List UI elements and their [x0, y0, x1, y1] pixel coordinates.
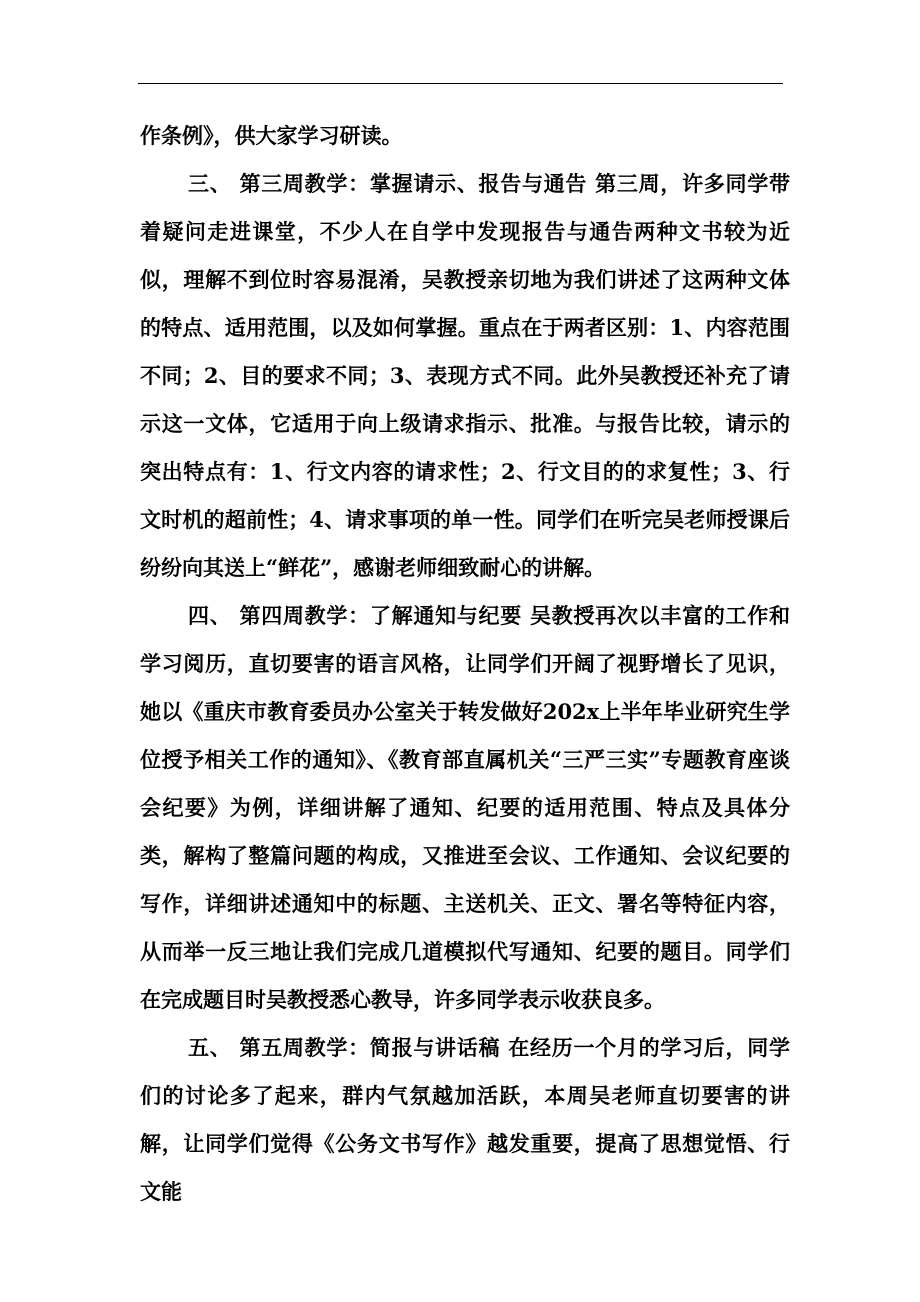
- paragraph-week-three: 三、 第三周教学：掌握请示、报告与通告 第三周，许多同学带着疑问走进课堂，不少人在自学中发现报告与通告两种文书较为近似，理解不到位时容易混淆，吴教授亲切地为我们讲述了这两种文体的特点、适用范围，以及如何掌握。重点在于两者区别：1、内容范围不同；2、目的要求不同；3、表现方式不同。此外吴教授还补充了请示这一文体，它适用于向上级请求指示、批准。与报告比较，请示的突出特点有：1、行文内容的请求性；2、行文目的的求复性；3、行文时机的超前性；4、请求事项的单一性。同学们在听完吴老师授课后纷纷向其送上“鲜花”，感谢老师细致耐心的讲解。: [140, 171, 790, 580]
- paragraph-continuation: 作条例》，供大家学习研读。: [140, 123, 403, 148]
- header-rule: [138, 83, 783, 84]
- paragraph-week-five: 五、 第五周教学：简报与讲话稿 在经历一个月的学习后，同学们的讨论多了起来，群内气氛越加活跃，本周吴老师直切要害的讲解，让同学们觉得《公务文书写作》越发重要，提高了思想觉悟、行文能: [140, 1035, 790, 1204]
- document-body: [140, 112, 790, 1216]
- paragraph-week-four: 四、 第四周教学：了解通知与纪要 吴教授再次以丰富的工作和学习阅历，直切要害的语言风格，让同学们开阔了视野增长了见识，她以《重庆市教育委员办公室关于转发做好202x上半年毕业研究生学位授予相关工作的通知》、《教育部直属机关“三严三实”专题教育座谈会纪要》为例，详细讲解了通知、纪要的适用范围、特点及具体分类，解构了整篇问题的构成，又推进至会议、工作通知、会议纪要的写作，详细讲述通知中的标题、主送机关、正文、署名等特征内容，从而举一反三地让我们完成几道模拟代写通知、纪要的题目。同学们在完成题目时吴教授悉心教导，许多同学表示收获良多。: [140, 603, 790, 1012]
